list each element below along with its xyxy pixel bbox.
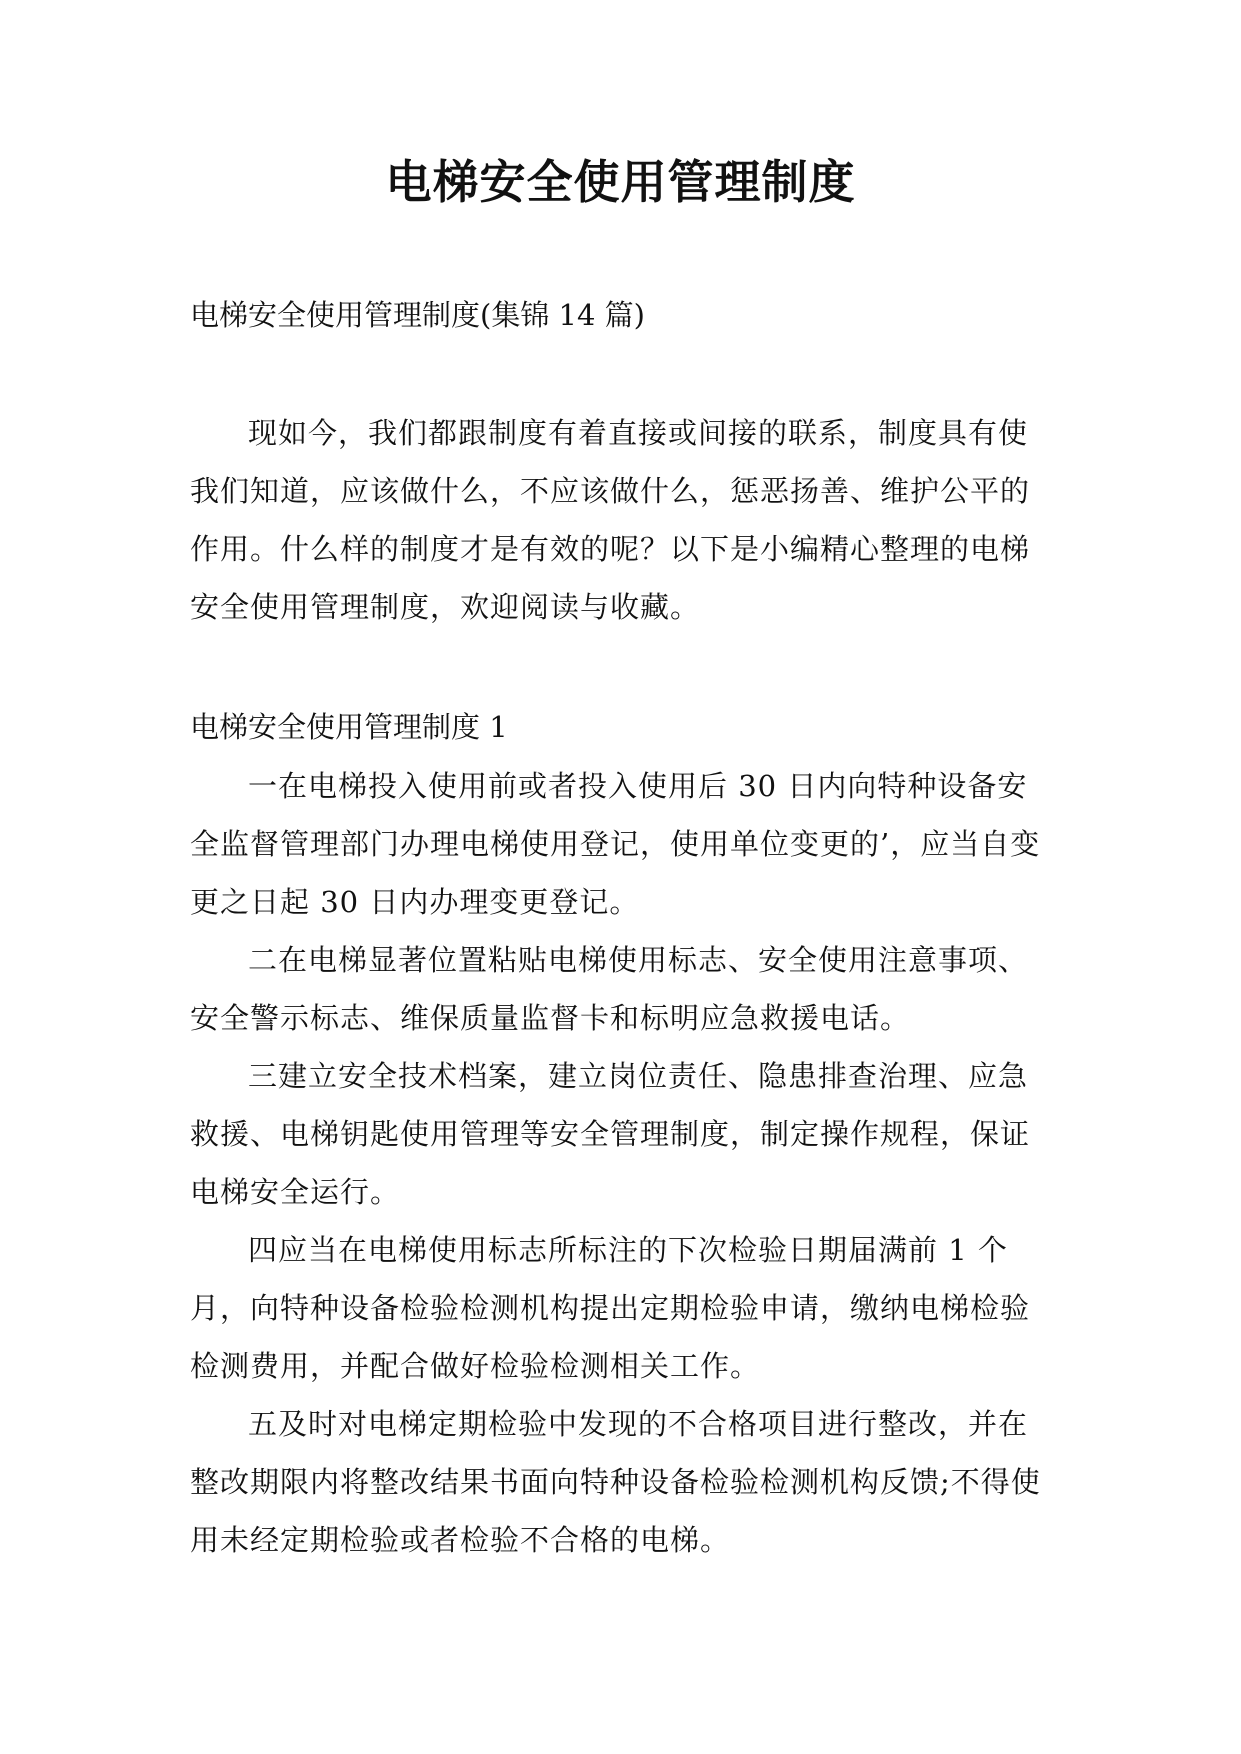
section-body: [190, 757, 1052, 1569]
intro-paragraph: 现如今，我们都跟制度有着直接或间接的联系，制度具有使我们知道，应该做什么，不应该做什么，惩恶扬善、维护公平的作用。什么样的制度才是有效的呢？以下是小编精心整理的电梯安全使用管理制度，欢迎阅读与收藏。: [190, 416, 1031, 624]
paragraph-item-2: 二在电梯显著位置粘贴电梯使用标志、安全使用注意事项、安全警示标志、维保质量监督卡和标明应急救援电话。: [190, 943, 1029, 1035]
paragraph-item-4: 四应当在电梯使用标志所标注的下次检验日期届满前 1 个月，向特种设备检验检测机构提出定期检验申请，缴纳电梯检验检测费用，并配合做好检验检测相关工作。: [190, 1233, 1031, 1383]
section-heading: 电梯安全使用管理制度 1: [190, 710, 508, 744]
paragraph-item-3: 三建立安全技术档案，建立岗位责任、隐患排查治理、应急救援、电梯钥匙使用管理等安全管理制度，制定操作规程，保证电梯安全运行。: [190, 1059, 1031, 1209]
paragraph-item-1: 一在电梯投入使用前或者投入使用后 30 日内向特种设备安全监督管理部门办理电梯使用登记，使用单位变更的’，应当自变更之日起 30 日内办理变更登记。: [190, 769, 1041, 919]
document-subtitle: 电梯安全使用管理制度(集锦 14 篇): [190, 298, 645, 332]
paragraph-item-5: 五及时对电梯定期检验中发现的不合格项目进行整改，并在整改期限内将整改结果书面向特种设备检验检测机构反馈;不得使用未经定期检验或者检验不合格的电梯。: [190, 1407, 1041, 1557]
document-title: 电梯安全使用管理制度: [385, 155, 856, 209]
